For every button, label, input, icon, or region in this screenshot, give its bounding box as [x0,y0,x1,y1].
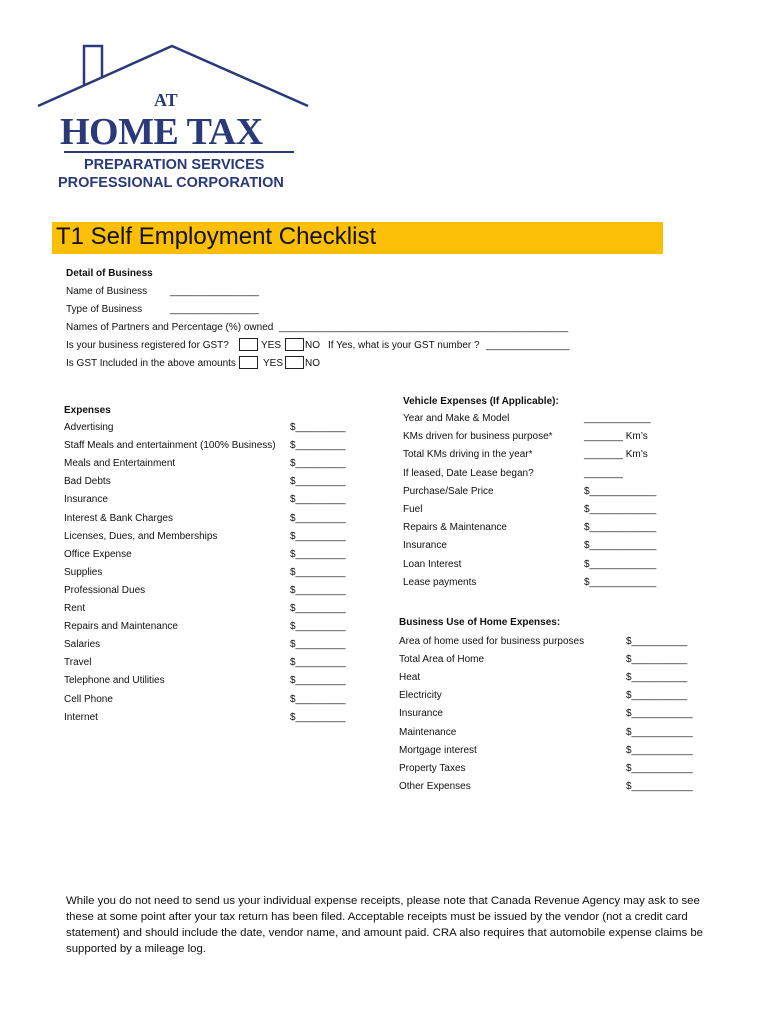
home-heading: Business Use of Home Expenses: [399,617,561,628]
vehicle-item-label: Loan Interest [403,559,462,570]
expenses-item-label: Supplies [64,567,103,578]
home-item-field[interactable]: $___________ [626,708,693,719]
gst-included-no-checkbox[interactable] [285,356,304,369]
expenses-item-label: Salaries [64,639,101,650]
partners-label: Names of Partners and Percentage (%) owned [66,322,274,333]
vehicle-item-field[interactable]: $____________ [584,504,657,515]
logo-home-tax: HOME TAX [60,111,263,153]
expenses-item-label: Advertising [64,422,114,433]
logo-professional-corporation: PROFESSIONAL CORPORATION [58,175,284,191]
expenses-item-label: Staff Meals and entertainment (100% Business) [64,440,276,451]
vehicle-item-field[interactable]: $____________ [584,486,657,497]
business-type-field[interactable]: ________________ [170,304,259,315]
vehicle-heading: Vehicle Expenses (If Applicable): [403,396,559,407]
page-title: T1 Self Employment Checklist [56,223,377,250]
home-item-field[interactable]: $___________ [626,745,693,756]
vehicle-item-label: Insurance [403,540,447,551]
expenses-item-field[interactable]: $_________ [290,422,346,433]
gst-included-no-label: NO [305,358,320,369]
business-type-label: Type of Business [66,304,143,315]
vehicle-item-label: Repairs & Maintenance [403,522,507,533]
expenses-item-field[interactable]: $_________ [290,694,346,705]
expenses-item-label: Meals and Entertainment [64,458,176,469]
expenses-item-label: Bad Debts [64,476,111,487]
expenses-item-field[interactable]: $_________ [290,476,346,487]
vehicle-item-label: Year and Make & Model [403,413,510,424]
vehicle-item-label: Total KMs driving in the year* [403,449,533,460]
home-item-label: Property Taxes [399,763,466,774]
home-item-label: Heat [399,672,421,683]
expenses-item-field[interactable]: $_________ [290,494,346,505]
vehicle-item-field[interactable]: $____________ [584,522,657,533]
vehicle-item-field[interactable]: $____________ [584,540,657,551]
expenses-item-field[interactable]: $_________ [290,621,346,632]
expenses-item-label: Office Expense [64,549,132,560]
title-bar [52,222,663,254]
logo-preparation-services: PREPARATION SERVICES [84,157,265,173]
expenses-item-label: Telephone and Utilities [64,675,165,686]
gst-no-checkbox[interactable] [285,338,304,351]
vehicle-item-label: If leased, Date Lease began? [403,468,534,479]
expenses-item-label: Rent [64,603,86,614]
gst-number-field[interactable]: _______________ [486,340,570,351]
vehicle-item-field[interactable]: _______ Km’s [584,431,648,442]
expenses-item-field[interactable]: $_________ [290,585,346,596]
gst-number-label: If Yes, what is your GST number ? [328,340,480,351]
home-item-label: Other Expenses [399,781,471,792]
home-item-label: Electricity [399,690,442,701]
expenses-item-field[interactable]: $_________ [290,712,346,723]
expenses-item-field[interactable]: $_________ [290,567,346,578]
expenses-item-label: Licenses, Dues, and Memberships [64,531,218,542]
expenses-item-field[interactable]: $_________ [290,513,346,524]
expenses-item-label: Insurance [64,494,108,505]
home-item-field[interactable]: $___________ [626,781,693,792]
home-item-field[interactable]: $__________ [626,636,688,647]
business-heading: Detail of Business [66,268,153,279]
partners-field[interactable]: ____________________________________________________ [279,322,569,333]
vehicle-item-label: Fuel [403,504,423,515]
gst-included-label: Is GST Included in the above amounts [66,358,236,369]
gst-yes-checkbox[interactable] [239,338,258,351]
home-item-field[interactable]: $___________ [626,727,693,738]
expenses-item-field[interactable]: $_________ [290,675,346,686]
expenses-heading: Expenses [64,405,111,416]
vehicle-item-label: KMs driven for business purpose* [403,431,553,442]
business-name-label: Name of Business [66,286,148,297]
gst-yes-label: YES [261,340,282,351]
company-logo [36,44,314,200]
logo-at: AT [154,90,178,110]
vehicle-item-field[interactable]: $____________ [584,559,657,570]
expenses-item-field[interactable]: $_________ [290,458,346,469]
vehicle-item-field[interactable]: $____________ [584,577,657,588]
receipts-note: While you do not need to send us your individual expense receipts, please note that Canada Revenue Agency may ask to see these at some point after your tax return has been filed. Acceptable receipts must be issued by the vendor (not a credit card statement) and should include the date, vendor name, and amount paid. CRA also requires that automobile expense claims be supported by a mileage log. [66,895,703,955]
gst-included-yes-checkbox[interactable] [239,356,258,369]
home-item-field[interactable]: $___________ [626,763,693,774]
home-item-label: Total Area of Home [399,654,485,665]
home-item-label: Insurance [399,708,443,719]
vehicle-item-field[interactable]: ____________ [584,413,651,424]
expenses-item-label: Repairs and Maintenance [64,621,178,632]
business-name-field[interactable]: ________________ [170,286,259,297]
expenses-item-field[interactable]: $_________ [290,531,346,542]
expenses-item-field[interactable]: $_________ [290,639,346,650]
home-item-label: Maintenance [399,727,457,738]
gst-registered-label: Is your business registered for GST? [66,340,229,351]
home-item-field[interactable]: $__________ [626,672,688,683]
expenses-item-field[interactable]: $_________ [290,657,346,668]
home-item-field[interactable]: $__________ [626,690,688,701]
gst-included-yes-label: YES [263,358,284,369]
expenses-item-field[interactable]: $_________ [290,549,346,560]
vehicle-item-label: Purchase/Sale Price [403,486,494,497]
expenses-item-label: Internet [64,712,98,723]
expenses-item-field[interactable]: $_________ [290,440,346,451]
gst-no-label: NO [305,340,320,351]
expenses-item-label: Cell Phone [64,694,113,705]
vehicle-item-field[interactable]: _______ Km’s [584,449,648,460]
expenses-item-label: Interest & Bank Charges [64,513,173,524]
vehicle-item-field[interactable]: _______ [584,468,623,479]
expenses-item-field[interactable]: $_________ [290,603,346,614]
expenses-item-label: Travel [64,657,92,668]
vehicle-item-label: Lease payments [403,577,477,588]
home-item-label: Area of home used for business purposes [399,636,585,647]
expenses-item-label: Professional Dues [64,585,146,596]
home-item-field[interactable]: $__________ [626,654,688,665]
home-item-label: Mortgage interest [399,745,477,756]
